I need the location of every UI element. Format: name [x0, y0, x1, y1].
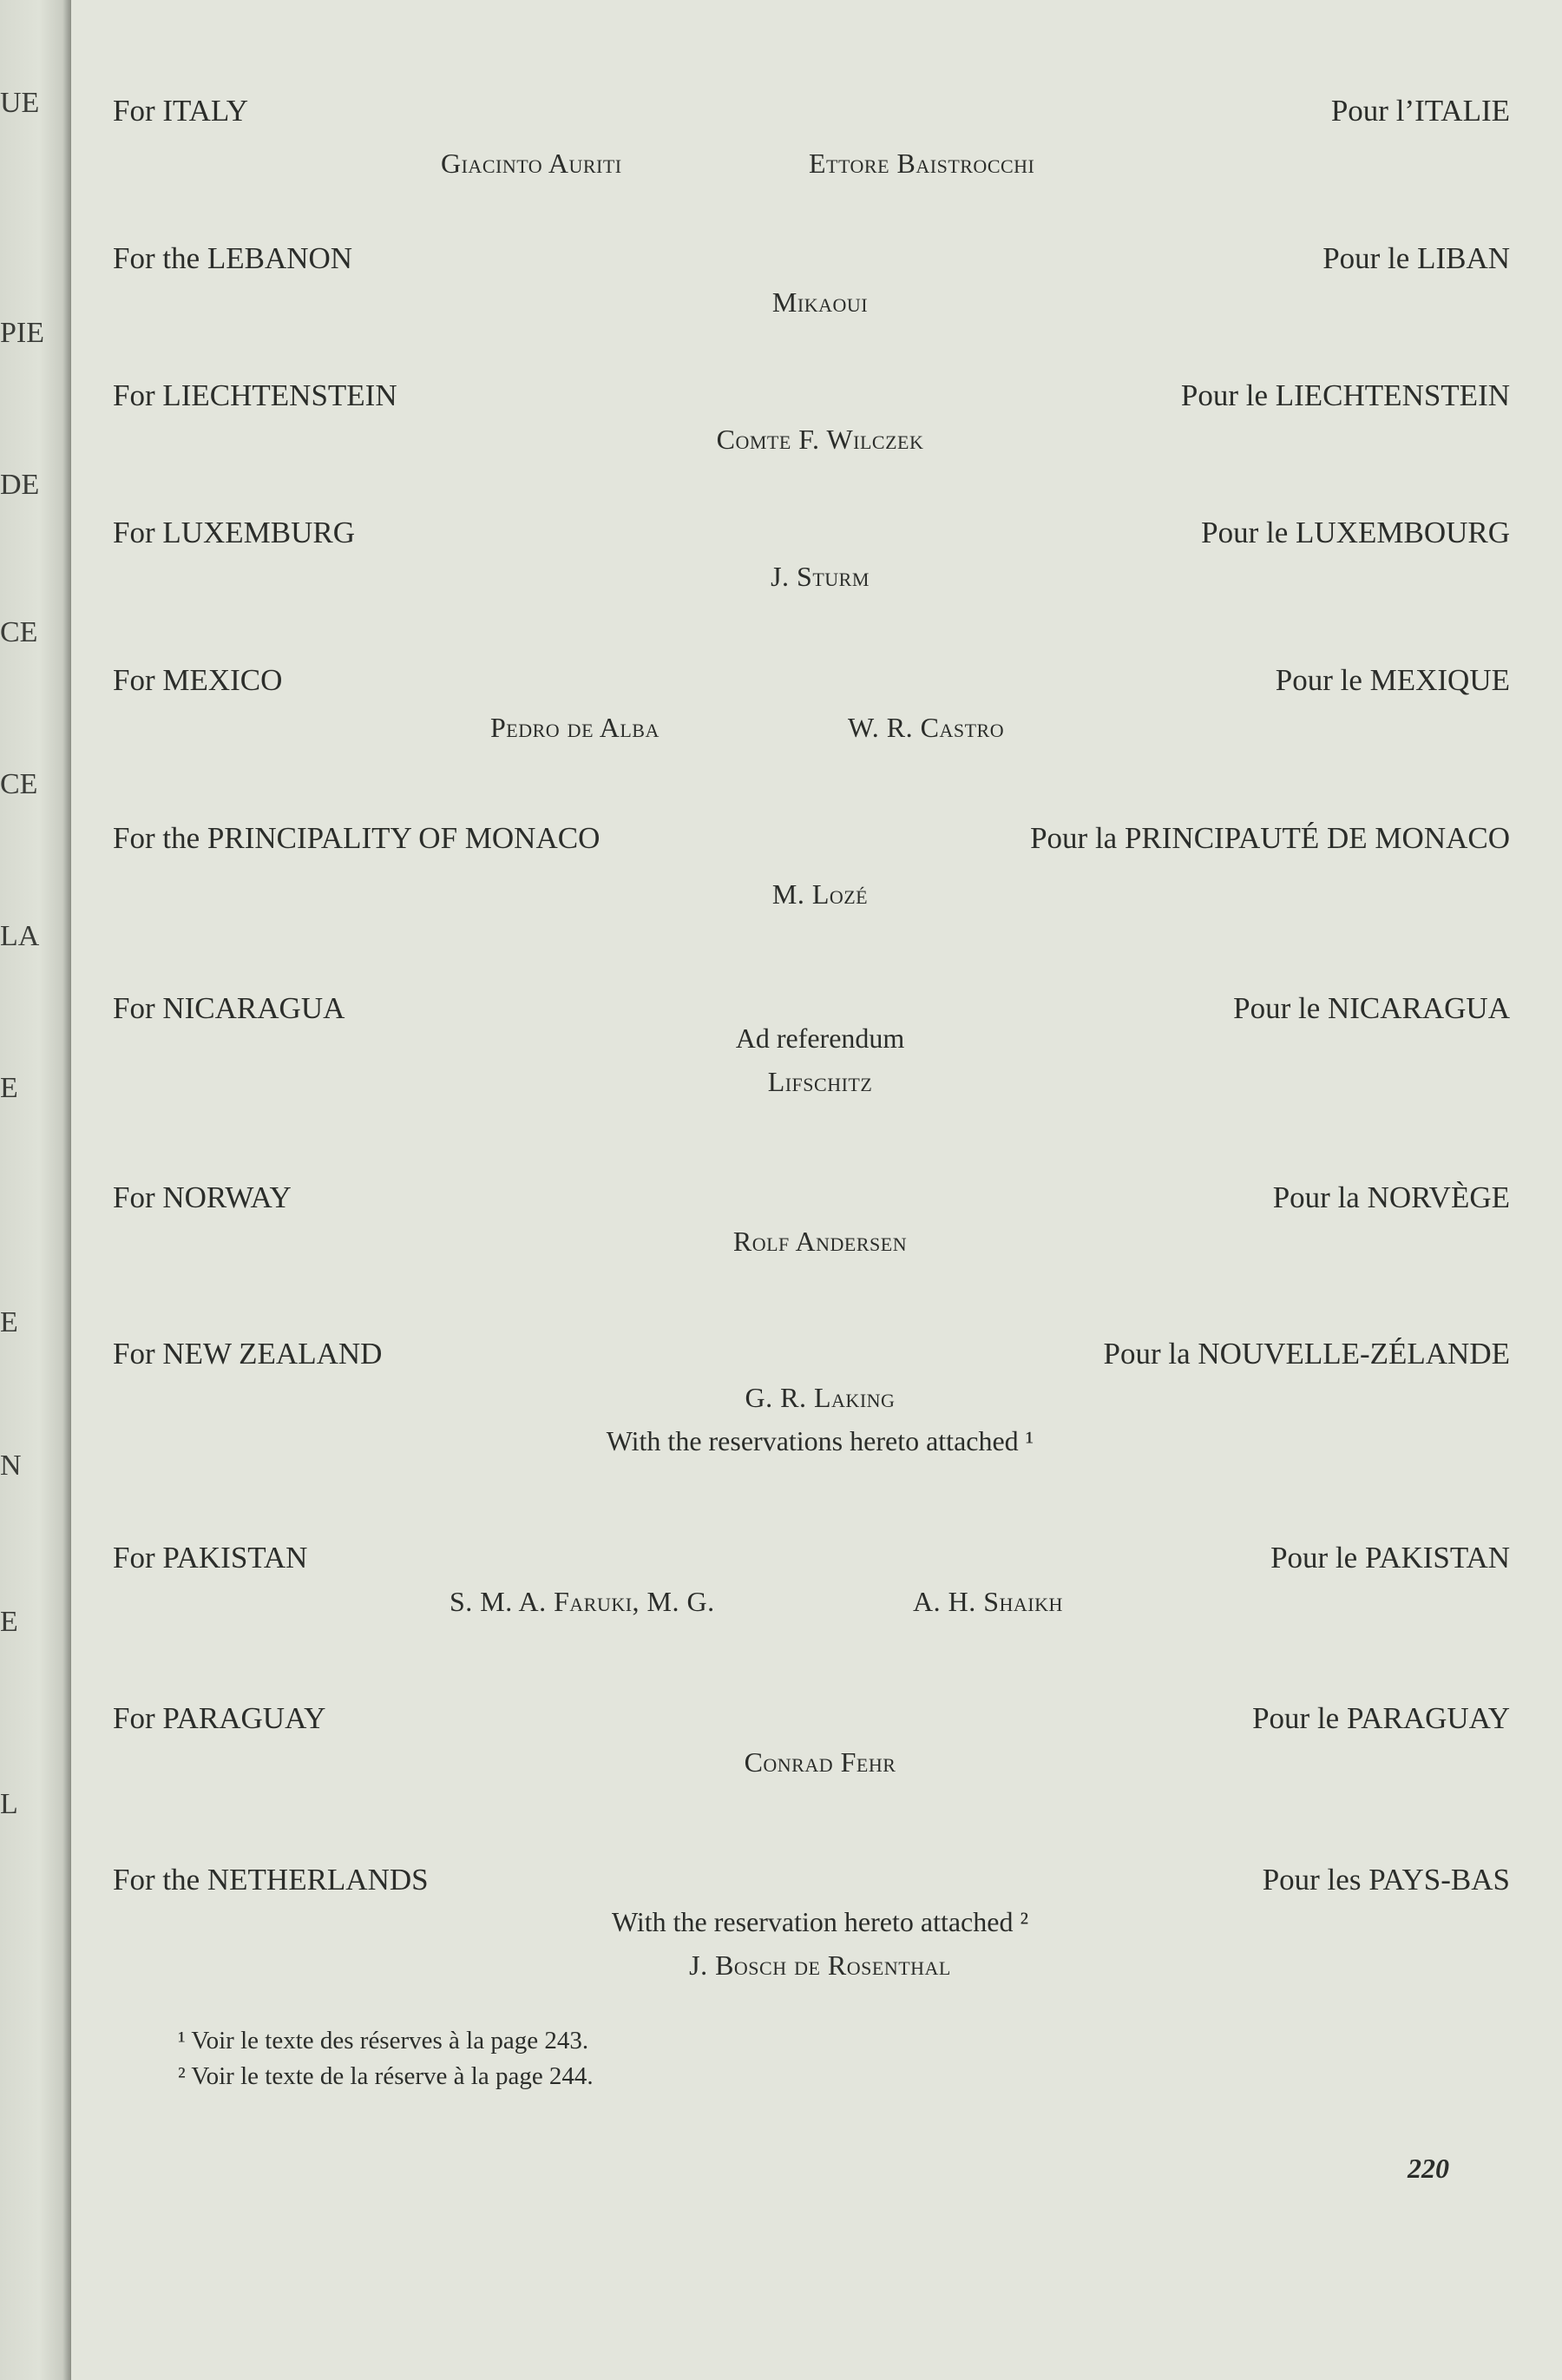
signatory-name: G. R. Laking: [745, 1382, 896, 1413]
signatory-name: Conrad Fehr: [744, 1746, 896, 1778]
footnote: ¹ Voir le texte des réserves à la page 243.: [178, 2027, 589, 2055]
gutter-fragment: DE: [0, 469, 40, 501]
gutter-fragment: CE: [0, 616, 38, 648]
gutter-fragment: E: [0, 1606, 18, 1638]
reservation-note: With the reservation hereto attached ²: [611, 1906, 1029, 1937]
country-english: For NICARAGUA: [113, 991, 345, 1025]
country-english: For MEXICO: [113, 663, 283, 697]
page-number: 220: [1408, 2153, 1449, 2184]
signatory-name: Rolf Andersen: [732, 1226, 908, 1257]
country-french: Pour la PRINCIPAUTÉ DE MONACO: [1030, 821, 1510, 855]
signatory-name: Comte F. Wilczek: [716, 424, 924, 455]
gutter-fragment: UE: [0, 87, 40, 119]
signatory-name: M. Lozé: [771, 878, 869, 910]
gutter-fragment: L: [0, 1788, 18, 1820]
ad-referendum-note: Ad referendum: [735, 1022, 905, 1054]
footnote: ² Voir le texte de la réserve à la page 244.: [178, 2062, 594, 2090]
country-english: For PARAGUAY: [113, 1701, 326, 1735]
gutter-fragment: PIE: [0, 317, 44, 349]
reservation-note: With the reservations hereto attached ¹: [606, 1425, 1034, 1456]
signatory-name: J. Bosch de Rosenthal: [689, 1949, 951, 1981]
signatory-name: Ettore Baistrocchi: [809, 148, 1035, 179]
country-english: For NEW ZEALAND: [113, 1337, 383, 1371]
country-french: Pour la NOUVELLE-ZÉLANDE: [1103, 1337, 1510, 1371]
country-english: For the NETHERLANDS: [113, 1863, 429, 1897]
country-french: Pour le LIBAN: [1322, 241, 1510, 275]
gutter-fragment: E: [0, 1072, 18, 1104]
gutter-fragment: CE: [0, 768, 38, 800]
country-english: For ITALY: [113, 94, 249, 128]
signatory-name: Pedro de Alba: [490, 712, 660, 743]
gutter-fragment: E: [0, 1306, 18, 1338]
country-english: For LIECHTENSTEIN: [113, 378, 397, 412]
country-english: For NORWAY: [113, 1180, 292, 1214]
country-french: Pour le MEXIQUE: [1275, 663, 1510, 697]
country-french: Pour le PARAGUAY: [1252, 1701, 1510, 1735]
signatory-name: S. M. A. Faruki, M. G.: [450, 1586, 715, 1617]
gutter-fragment: N: [0, 1450, 22, 1482]
signatory-name: J. Sturm: [771, 561, 870, 592]
country-english: For the LEBANON: [113, 241, 353, 275]
country-french: Pour la NORVÈGE: [1272, 1180, 1510, 1214]
footnotes: [178, 2027, 594, 2098]
signatory-name: Giacinto Auriti: [441, 148, 622, 179]
signatory-name: Lifschitz: [767, 1066, 873, 1097]
country-english: For LUXEMBURG: [113, 516, 356, 549]
signatory-name: A. H. Shaikh: [913, 1586, 1063, 1617]
country-french: Pour le PAKISTAN: [1270, 1541, 1510, 1575]
country-french: Pour le NICARAGUA: [1233, 991, 1510, 1025]
signatory-name: W. R. Castro: [848, 712, 1005, 743]
country-english: For the PRINCIPALITY OF MONACO: [113, 821, 601, 855]
gutter-fragment: LA: [0, 920, 40, 952]
signatory-name: Mikaoui: [771, 286, 869, 318]
country-french: Pour l’ITALIE: [1330, 94, 1510, 128]
country-english: For PAKISTAN: [113, 1541, 308, 1575]
document-page: [78, 0, 1562, 2380]
country-french: Pour le LUXEMBOURG: [1201, 516, 1510, 549]
book-gutter: [0, 0, 71, 2380]
country-french: Pour le LIECHTENSTEIN: [1180, 378, 1510, 412]
country-french: Pour les PAYS-BAS: [1262, 1863, 1510, 1897]
